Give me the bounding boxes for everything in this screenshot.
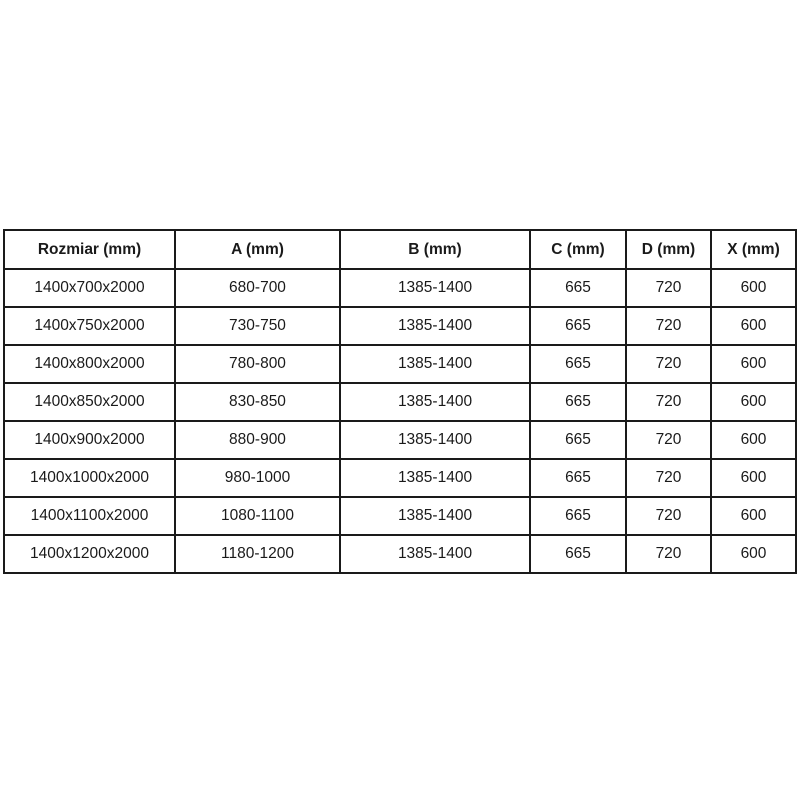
size-spec-table [3,229,797,574]
table-cell: 1400x1200x2000 [4,535,175,573]
table-cell: 1385-1400 [340,459,530,497]
header-cell-col0: Rozmiar (mm) [4,230,175,269]
table-cell: 665 [530,269,626,307]
table-cell: 600 [711,383,796,421]
table-cell: 780-800 [175,345,340,383]
table-cell: 1385-1400 [340,269,530,307]
table-cell: 1385-1400 [340,497,530,535]
table-cell: 665 [530,383,626,421]
table-body [4,269,796,573]
table-row [4,459,796,497]
table-cell: 600 [711,269,796,307]
table-cell: 1400x900x2000 [4,421,175,459]
table-cell: 720 [626,269,711,307]
table-cell: 720 [626,459,711,497]
header-cell-col4: D (mm) [626,230,711,269]
table-cell: 1385-1400 [340,535,530,573]
table-cell: 665 [530,307,626,345]
table-cell: 600 [711,345,796,383]
header-cell-col1: A (mm) [175,230,340,269]
table-cell: 720 [626,307,711,345]
table-cell: 665 [530,459,626,497]
table-cell: 665 [530,535,626,573]
table-row [4,383,796,421]
table-cell: 720 [626,535,711,573]
table-cell: 1400x1000x2000 [4,459,175,497]
table-row [4,269,796,307]
table-cell: 980-1000 [175,459,340,497]
header-cell-col3: C (mm) [530,230,626,269]
table-cell: 665 [530,497,626,535]
table-cell: 730-750 [175,307,340,345]
table-cell: 1400x700x2000 [4,269,175,307]
table-cell: 600 [711,535,796,573]
table-cell: 600 [711,307,796,345]
table-cell: 665 [530,345,626,383]
table-cell: 600 [711,459,796,497]
table-row [4,345,796,383]
table-row [4,497,796,535]
table-cell: 1385-1400 [340,383,530,421]
table-cell: 1080-1100 [175,497,340,535]
table-cell: 1400x850x2000 [4,383,175,421]
table-cell: 1180-1200 [175,535,340,573]
table-cell: 720 [626,497,711,535]
table-cell: 1385-1400 [340,307,530,345]
table-cell: 1385-1400 [340,345,530,383]
table-cell: 720 [626,383,711,421]
table-header [4,230,796,269]
table-cell: 880-900 [175,421,340,459]
table-cell: 665 [530,421,626,459]
table-cell: 1400x1100x2000 [4,497,175,535]
table-cell: 1400x750x2000 [4,307,175,345]
header-row [4,230,796,269]
table-cell: 600 [711,421,796,459]
table-row [4,307,796,345]
header-cell-col5: X (mm) [711,230,796,269]
header-cell-col2: B (mm) [340,230,530,269]
table-cell: 600 [711,497,796,535]
table-row [4,421,796,459]
table-cell: 720 [626,421,711,459]
table-cell: 1400x800x2000 [4,345,175,383]
table-cell: 720 [626,345,711,383]
table-cell: 680-700 [175,269,340,307]
table-cell: 830-850 [175,383,340,421]
table-cell: 1385-1400 [340,421,530,459]
table-row [4,535,796,573]
